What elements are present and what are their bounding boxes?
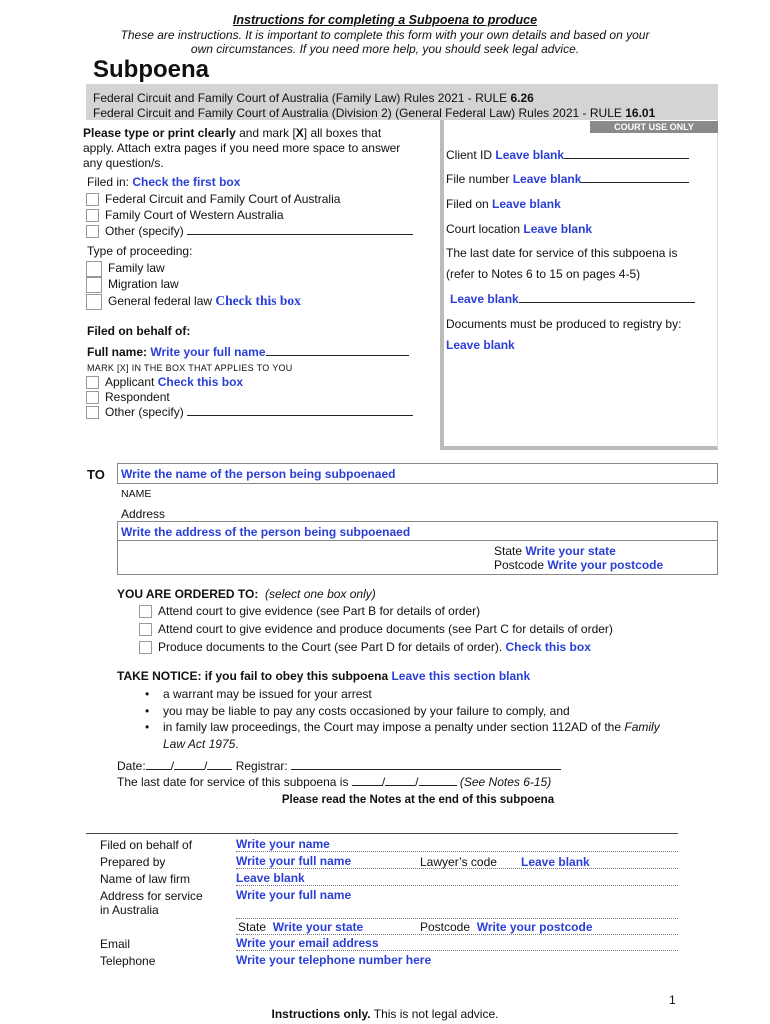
checkbox[interactable] xyxy=(86,209,99,222)
recipient-name-input[interactable]: Write the name of the person being subpoenaed xyxy=(117,463,718,484)
page-number: 1 xyxy=(669,993,676,1007)
court-use-box xyxy=(440,120,718,450)
order-option-produce[interactable]: Produce documents to the Court (see Part D for details of order). Check this box xyxy=(139,640,591,654)
checkbox[interactable] xyxy=(86,277,102,293)
filer-state-field[interactable]: State Write your state xyxy=(238,920,364,934)
recipient-address-input[interactable]: Write the address of the person being subpoenaed xyxy=(117,521,718,575)
document-title: Subpoena xyxy=(93,56,210,83)
checkbox[interactable] xyxy=(86,294,102,310)
checkbox[interactable] xyxy=(139,641,152,654)
client-id-field[interactable]: Client ID Leave blank xyxy=(446,148,689,162)
filer-prepared-by-value[interactable]: Write your full name xyxy=(236,854,678,869)
filer-address-label: Address for service in Australia xyxy=(100,889,203,917)
filer-prepared-by-label: Prepared by xyxy=(100,855,166,869)
order-option-attend[interactable]: Attend court to give evidence (see Part B for details of order) xyxy=(139,604,480,618)
intro-line-2: own circumstances. If you need more help, you should seek legal advice. xyxy=(190,42,580,56)
filer-telephone-value[interactable]: Write your telephone number here xyxy=(236,953,432,967)
instructions-title: Instructions for completing a Subpoena to produce xyxy=(232,13,538,27)
last-date-label: The last date for service of this subpoena is xyxy=(446,246,678,260)
file-number-field[interactable]: File number Leave blank xyxy=(446,172,689,186)
court-use-label: COURT USE ONLY xyxy=(590,121,718,133)
court-option-other[interactable]: Other (specify) xyxy=(86,224,413,238)
please-instructions: Please type or print clearly and mark [X] all boxes that apply. Attach extra pages if you need more space to answer any question/s. xyxy=(83,126,401,170)
last-date-service-line[interactable]: The last date for service of this subpoena is / / (See Notes 6-15) xyxy=(117,775,552,789)
checkbox[interactable] xyxy=(86,406,99,419)
order-option-attend-produce[interactable]: Attend court to give evidence and produce documents (see Part C for details of order) xyxy=(139,622,613,636)
last-date-field[interactable]: Leave blank xyxy=(450,292,695,306)
date-registrar-line[interactable]: Date: / / Registrar: xyxy=(117,759,561,773)
recipient-state-field[interactable]: State Write your state xyxy=(494,544,616,558)
full-name-field[interactable]: Full name: Write your full name xyxy=(87,345,409,359)
documents-field[interactable]: Leave blank xyxy=(446,338,515,352)
party-respondent[interactable]: Respondent xyxy=(86,390,170,404)
court-option-fcwa[interactable]: Family Court of Western Australia xyxy=(86,208,284,222)
mark-x-instruction: MARK [X] IN THE BOX THAT APPLIES TO YOU xyxy=(87,363,293,373)
court-location-field[interactable]: Court location Leave blank xyxy=(446,222,593,236)
checkbox[interactable] xyxy=(86,376,99,389)
checkbox[interactable] xyxy=(139,605,152,618)
filer-postcode-field[interactable]: Postcode Write your postcode xyxy=(420,920,593,934)
checkbox[interactable] xyxy=(86,391,99,404)
filer-law-firm-label: Name of law firm xyxy=(100,872,191,886)
type-general-federal-law[interactable]: General federal law Check this box xyxy=(86,293,301,310)
ordered-heading: YOU ARE ORDERED TO: (select one box only) xyxy=(117,587,376,601)
checkbox[interactable] xyxy=(139,623,152,636)
lawyers-code-value[interactable]: Leave blank xyxy=(521,855,590,869)
filer-law-firm-value[interactable]: Leave blank xyxy=(236,871,678,886)
documents-label: Documents must be produced to registry by: xyxy=(446,317,682,331)
filer-email-label: Email xyxy=(100,937,131,951)
filer-telephone-label: Telephone xyxy=(100,954,156,968)
checkbox[interactable] xyxy=(86,261,102,277)
to-label: TO xyxy=(87,467,105,482)
rule-line-1: Federal Circuit and Family Court of Australia (Family Law) Rules 2021 - RULE 6.26 xyxy=(93,91,534,105)
notice-bullets: • a warrant may be issued for your arrest • you may be liable to pay any costs occasioned by your failure to comply, and • in family law proceedings, the Court may impose a penalty under section 112AD of the Family Law Act 1975. xyxy=(145,687,660,751)
type-family-law[interactable]: Family law xyxy=(86,261,165,277)
recipient-postcode-field[interactable]: Postcode Write your postcode xyxy=(494,558,664,572)
name-label: NAME xyxy=(121,488,152,500)
lawyers-code-label: Lawyer’s code xyxy=(420,855,497,869)
filer-address-value[interactable]: Write your full name xyxy=(236,888,678,919)
filer-filed-behalf-value[interactable]: Write your name xyxy=(236,837,678,852)
checkbox[interactable] xyxy=(86,193,99,206)
checkbox[interactable] xyxy=(86,225,99,238)
type-of-proceeding-label: Type of proceeding: xyxy=(87,244,193,258)
read-notes: Please read the Notes at the end of this subpoena xyxy=(281,794,555,806)
filer-table-top-rule xyxy=(86,833,678,834)
type-migration-law[interactable]: Migration law xyxy=(86,277,179,293)
take-notice-heading: TAKE NOTICE: if you fail to obey this subpoena Leave this section blank xyxy=(117,669,531,683)
refer-notes: (refer to Notes 6 to 15 on pages 4-5) xyxy=(446,267,641,281)
filer-filed-behalf-label: Filed on behalf of xyxy=(100,838,193,852)
intro-line-1: These are instructions. It is important to complete this form with your own details and based on your xyxy=(120,28,650,42)
filed-on-field[interactable]: Filed on Leave blank xyxy=(446,197,561,211)
party-applicant[interactable]: Applicant Check this box xyxy=(86,375,243,389)
party-other[interactable]: Other (specify) xyxy=(86,405,413,419)
footer-disclaimer: Instructions only. This is not legal advice. xyxy=(271,1007,499,1021)
filer-email-value[interactable]: Write your email address xyxy=(236,936,678,951)
rule-line-2: Federal Circuit and Family Court of Australia (Division 2) (General Federal Law) Rules 2021 - RULE 16.01 xyxy=(93,106,656,120)
address-label: Address xyxy=(121,507,166,521)
court-option-fcfca[interactable]: Federal Circuit and Family Court of Australia xyxy=(86,192,340,206)
filed-on-behalf-label: Filed on behalf of: xyxy=(87,324,191,338)
filed-in-label: Filed in: Check the first box xyxy=(87,175,241,189)
